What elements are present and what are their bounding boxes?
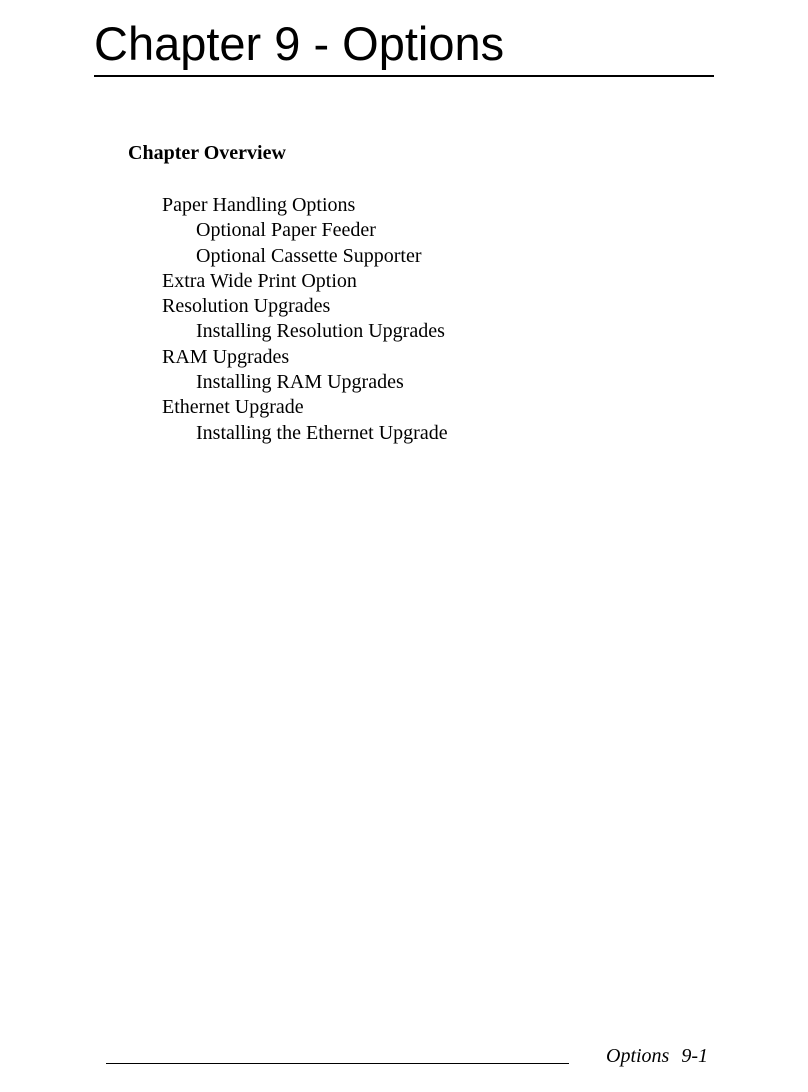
overview-subitem: Installing Resolution Upgrades <box>196 320 445 343</box>
overview-item: Paper Handling Options <box>162 194 356 216</box>
title-rule <box>94 75 714 77</box>
overview-list <box>162 193 448 446</box>
overview-heading: Chapter Overview <box>128 142 286 164</box>
overview-item: Extra Wide Print Option <box>162 269 357 292</box>
footer-rule <box>106 1063 569 1064</box>
page-footer <box>606 1043 708 1069</box>
overview-item: Resolution Upgrades <box>162 295 331 318</box>
overview-subitem: Optional Paper Feeder <box>196 219 376 242</box>
overview-subitem: Optional Cassette Supporter <box>196 244 422 267</box>
overview-item: Ethernet Upgrade <box>162 396 304 419</box>
chapter-title: Chapter 9 - Options <box>94 17 505 70</box>
footer-section: Options <box>606 1045 670 1067</box>
overview-item: RAM Upgrades <box>162 345 290 368</box>
overview-subitem: Installing RAM Upgrades <box>196 371 404 394</box>
page-number: 9-1 <box>681 1045 709 1067</box>
overview-subitem: Installing the Ethernet Upgrade <box>196 421 448 444</box>
